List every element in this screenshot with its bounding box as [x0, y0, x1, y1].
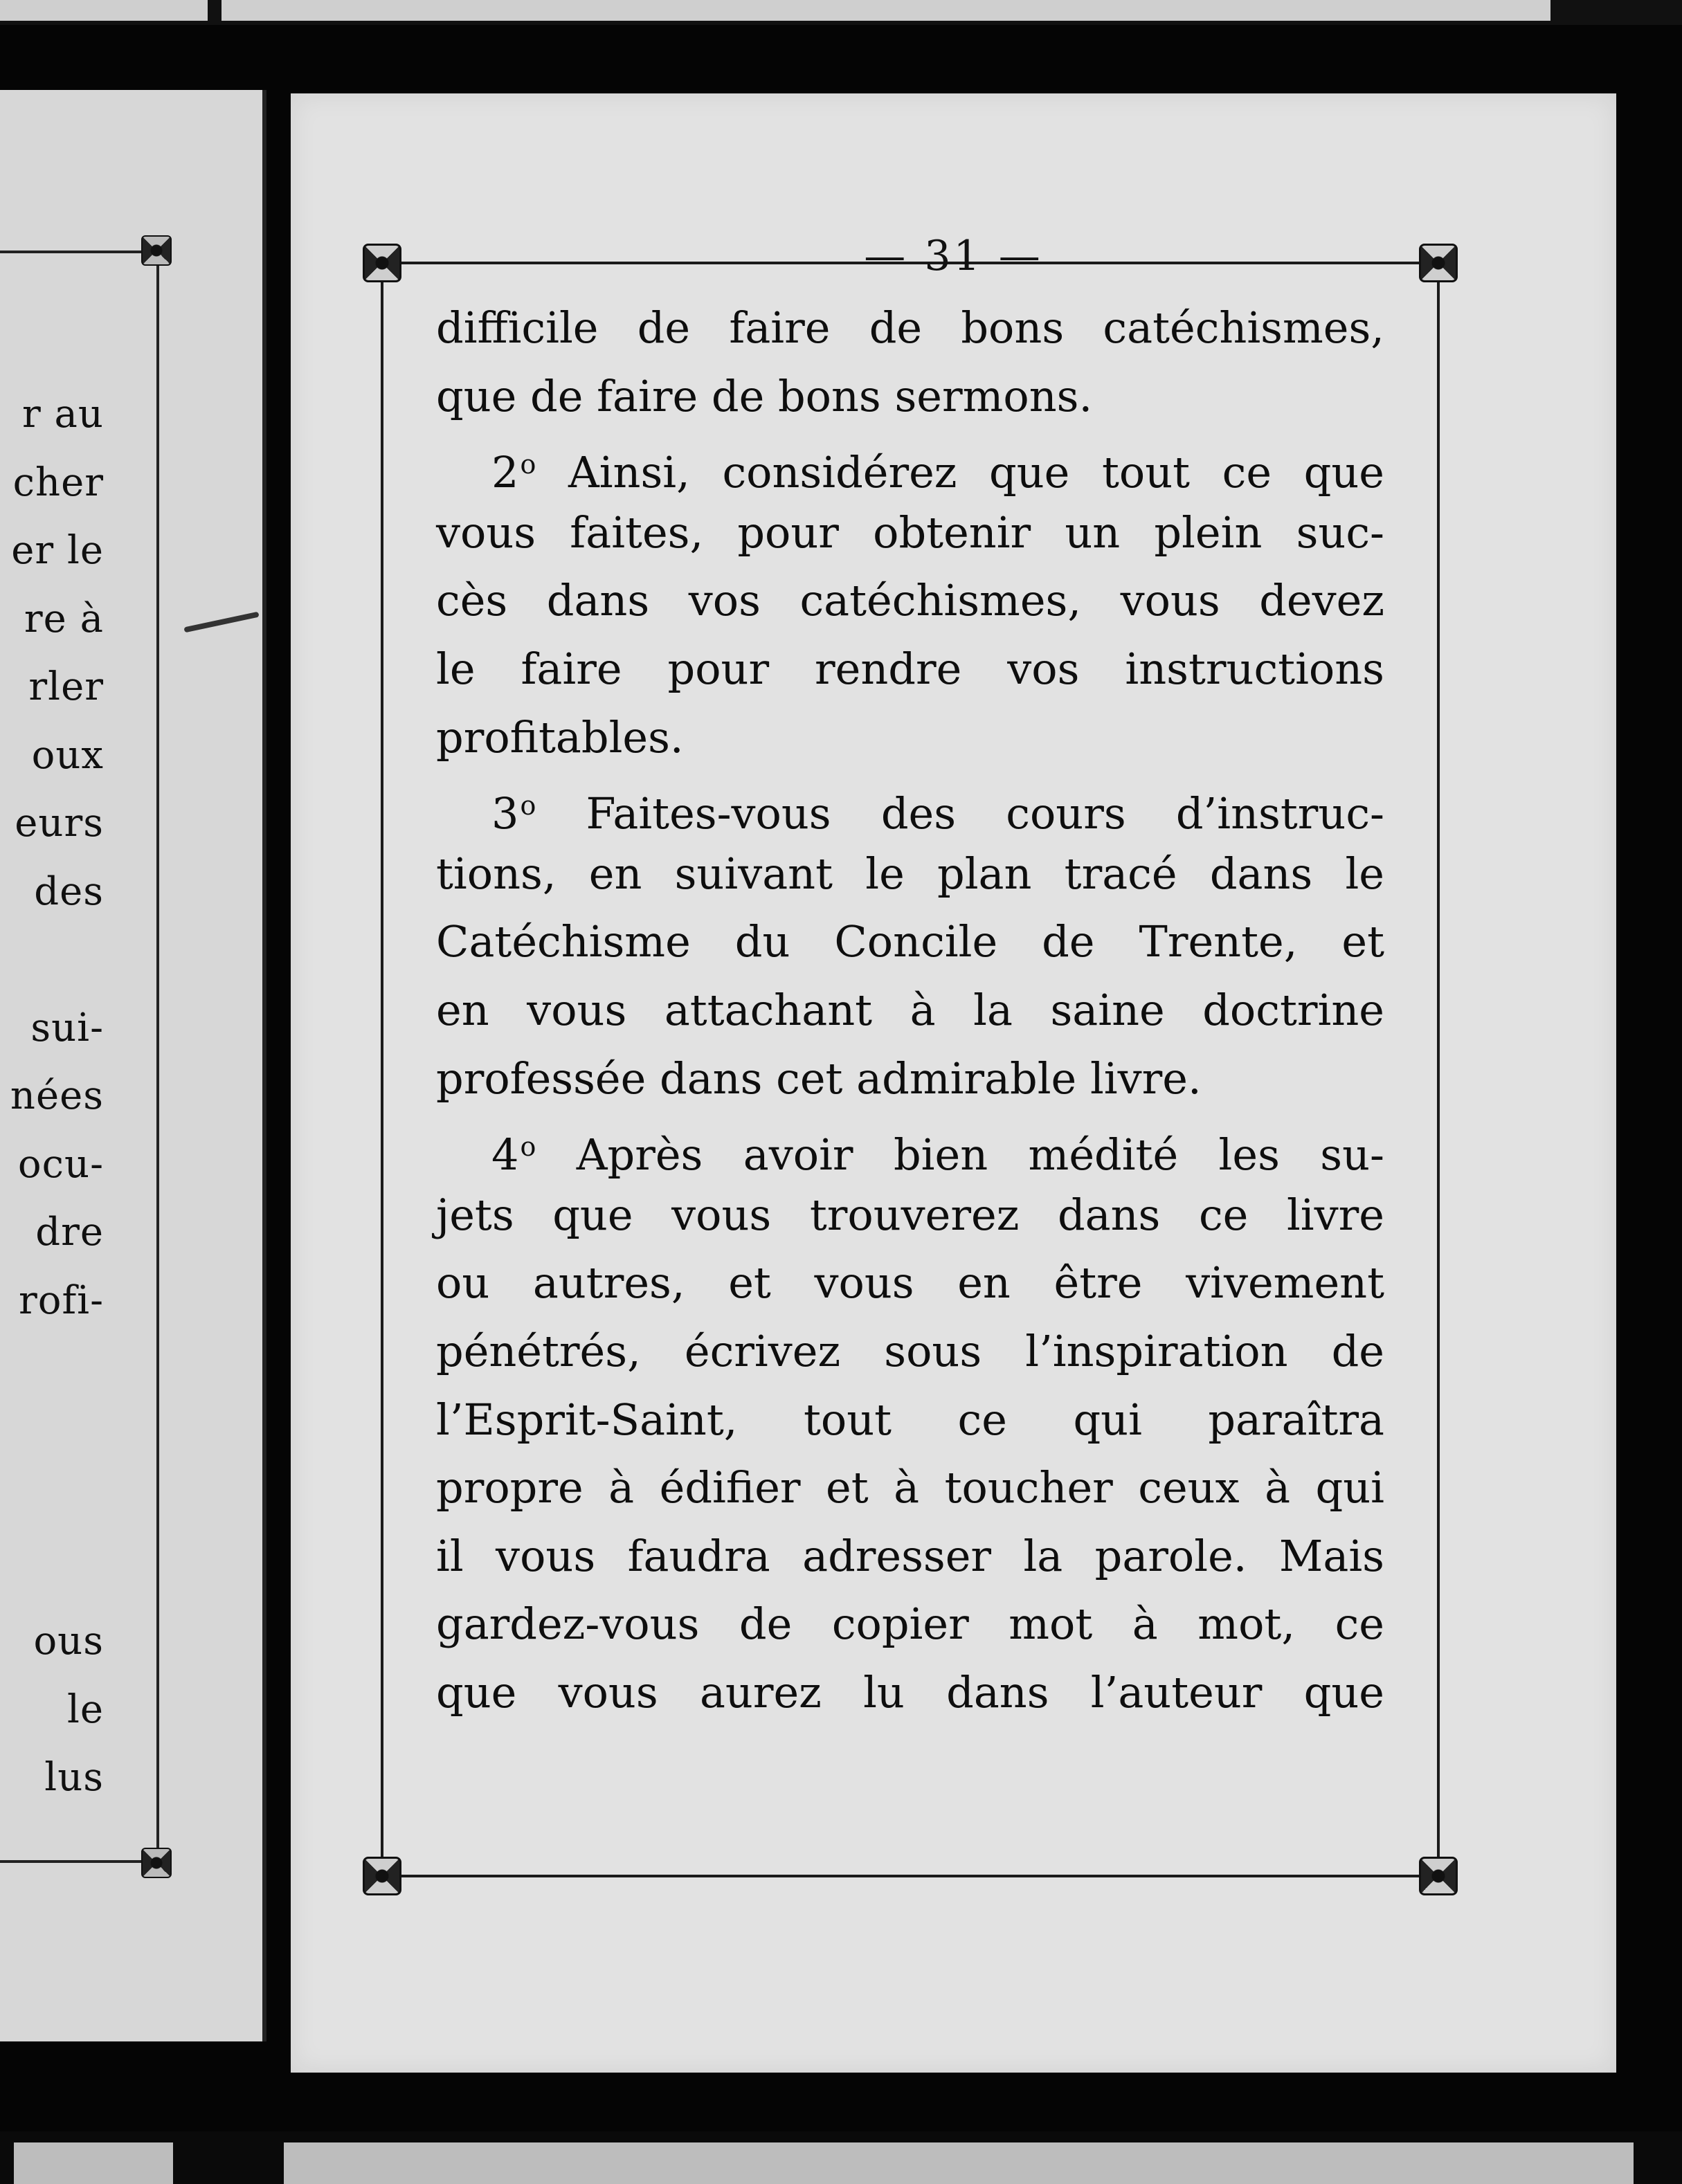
left-line: nées	[10, 1073, 104, 1118]
text-line: pénétrés, écrivez sous l’inspiration de	[436, 1325, 1384, 1376]
text-line: il vous faudra adresser la parole. Mais	[436, 1530, 1384, 1581]
text-line: que vous aurez lu dans l’auteur que	[436, 1666, 1384, 1718]
left-line: eurs	[15, 801, 104, 846]
left-line: sui-	[30, 1005, 104, 1050]
text-line: ou autres, et vous en être vivement	[436, 1257, 1384, 1309]
left-line: re à	[24, 596, 104, 641]
left-corner-ornament-bottom	[141, 1848, 172, 1878]
left-line	[0, 1540, 104, 1608]
page-body	[436, 294, 1384, 1727]
text-line	[436, 772, 1384, 840]
left-line	[0, 926, 104, 994]
text-line: gardez-vous de copier mot à mot, ce	[436, 1599, 1384, 1650]
left-line	[0, 1471, 104, 1540]
bottom-scan-border	[0, 2131, 1682, 2184]
text-line	[436, 430, 1384, 499]
text-line: que de faire de bons sermons.	[436, 370, 1093, 421]
left-line: ous	[33, 1619, 104, 1664]
page-number: — 31 —	[864, 232, 1043, 280]
text-line: profitables.	[436, 711, 684, 763]
text-line-content: Ainsi, considérez que tout ce que	[568, 447, 1384, 498]
text-line: Catéchisme du Concile de Trente, et	[436, 916, 1384, 967]
left-line: le	[66, 1686, 104, 1732]
text-line: cès dans vos catéchismes, vous devez	[436, 575, 1384, 626]
bottom-page-edge-right	[284, 2142, 1634, 2184]
text-line: vous faites, pour obtenir un plein suc-	[436, 507, 1384, 558]
left-corner-ornament-top	[141, 235, 172, 266]
text-line: le faire pour rendre vos instructions	[436, 643, 1384, 694]
top-page-edge-right	[221, 0, 1550, 21]
text-line: en vous attachant à la saine doctrine	[436, 984, 1384, 1035]
text-line: propre à édifier et à toucher ceux à qui	[436, 1462, 1384, 1513]
text-line: difficile de faire de bons catéchismes,	[436, 302, 1384, 353]
left-line: lus	[44, 1755, 104, 1800]
text-line	[436, 1113, 1384, 1181]
left-line: rofi-	[18, 1277, 104, 1323]
text-line-content: Après avoir bien médité les su-	[576, 1129, 1384, 1181]
corner-ornament-icon	[363, 1857, 401, 1895]
left-line: oux	[31, 732, 104, 778]
left-page-text	[0, 381, 104, 1812]
left-line	[0, 1403, 104, 1472]
paragraph-number: 3	[491, 788, 519, 839]
bottom-page-edge-left	[14, 2142, 173, 2184]
left-line: dre	[35, 1210, 104, 1255]
text-line: l’Esprit-Saint, tout ce qui paraîtra	[436, 1394, 1384, 1445]
left-line	[0, 1335, 104, 1403]
text-line: jets que vous trouverez dans ce livre	[436, 1189, 1384, 1240]
left-line: rler	[28, 664, 104, 709]
corner-ornament-icon	[1419, 1857, 1458, 1895]
paragraph-ordinal-suffix: o	[520, 790, 536, 821]
paragraph-ordinal-suffix: o	[520, 1131, 536, 1163]
book-page	[291, 93, 1616, 2073]
top-page-edge-left	[0, 0, 208, 21]
left-line: er le	[11, 528, 104, 573]
text-line: tions, en suivant le plan tracé dans le	[436, 848, 1384, 899]
top-scan-border	[0, 0, 1682, 25]
paragraph-number: 2	[491, 447, 519, 498]
left-page-fragment	[0, 90, 266, 2041]
left-line: cher	[12, 459, 104, 505]
text-line: professée dans cet admirable livre.	[436, 1053, 1202, 1104]
paragraph-ordinal-suffix: o	[520, 449, 536, 480]
paragraph-number: 4	[491, 1129, 519, 1181]
text-line-content: Faites-vous des cours d’instruc-	[586, 788, 1384, 839]
left-line: ocu-	[17, 1141, 104, 1187]
left-line: r au	[21, 392, 104, 437]
left-line: des	[34, 868, 104, 914]
